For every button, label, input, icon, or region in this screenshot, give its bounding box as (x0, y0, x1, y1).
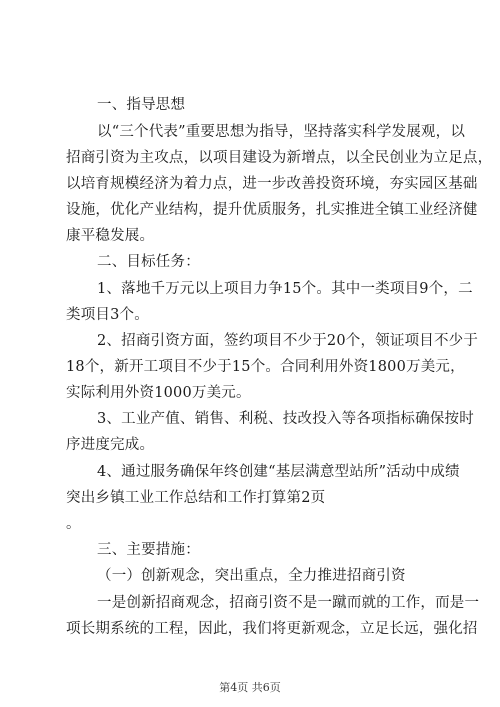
paragraph-line: 项长期系统的工程，因此，我们将更新观念，立足长远，强化招 (66, 621, 478, 637)
page-footer: 第4页 共6页 (219, 681, 281, 694)
paragraph-line: 以“三个代表”重要思想为指导，坚持落实科学发展观，以 (97, 124, 466, 140)
paragraph-line: 设施，优化产业结构，提升优质服务，扎实推进全镇工业经济健 (66, 202, 478, 218)
paragraph-line: 招商引资为主攻点，以项目建设为新增点，以全民创业为立足点， (66, 150, 493, 166)
paragraph-line: 18个，新开工项目不少于15个。合同利用外资1800万美元， (66, 359, 465, 375)
paragraph-line: 序进度完成。 (66, 437, 155, 453)
paragraph-line: 2、招商引资方面，签约项目不少于20个，领证项目不少于 (97, 333, 479, 349)
paragraph-line: 实际利用外资1000万美元。 (66, 385, 251, 401)
paragraph-line: 康平稳发展。 (66, 228, 155, 244)
paragraph-line: 一是创新招商观念，招商引资不是一蹴而就的工作，而是一 (97, 595, 480, 611)
paragraph-line: 类项目3个。 (66, 307, 149, 323)
paragraph-line: 3、工业产值、销售、利税、技改投入等各项指标确保按时 (97, 411, 474, 427)
section-heading-goals: 二、目标任务： (97, 254, 200, 270)
paragraph-line: 。 (66, 516, 81, 532)
paragraph-line: 以培育规模经济为着力点，进一步改善投资环境，夯实园区基础 (66, 176, 478, 192)
paragraph-line: 1、落地千万元以上项目力争15个。其中一类项目9个，二 (97, 281, 473, 297)
subsection-heading: （一）创新观念，突出重点，全力推进招商引资 (97, 568, 406, 584)
section-heading-guiding-ideology: 一、指导思想 (97, 97, 186, 113)
section-heading-measures: 三、主要措施： (97, 542, 200, 558)
paragraph-line: 突出乡镇工业工作总结和工作打算第2页 (66, 490, 326, 506)
paragraph-line: 4、通过服务确保年终创建“基层满意型站所”活动中成绩 (97, 464, 460, 480)
